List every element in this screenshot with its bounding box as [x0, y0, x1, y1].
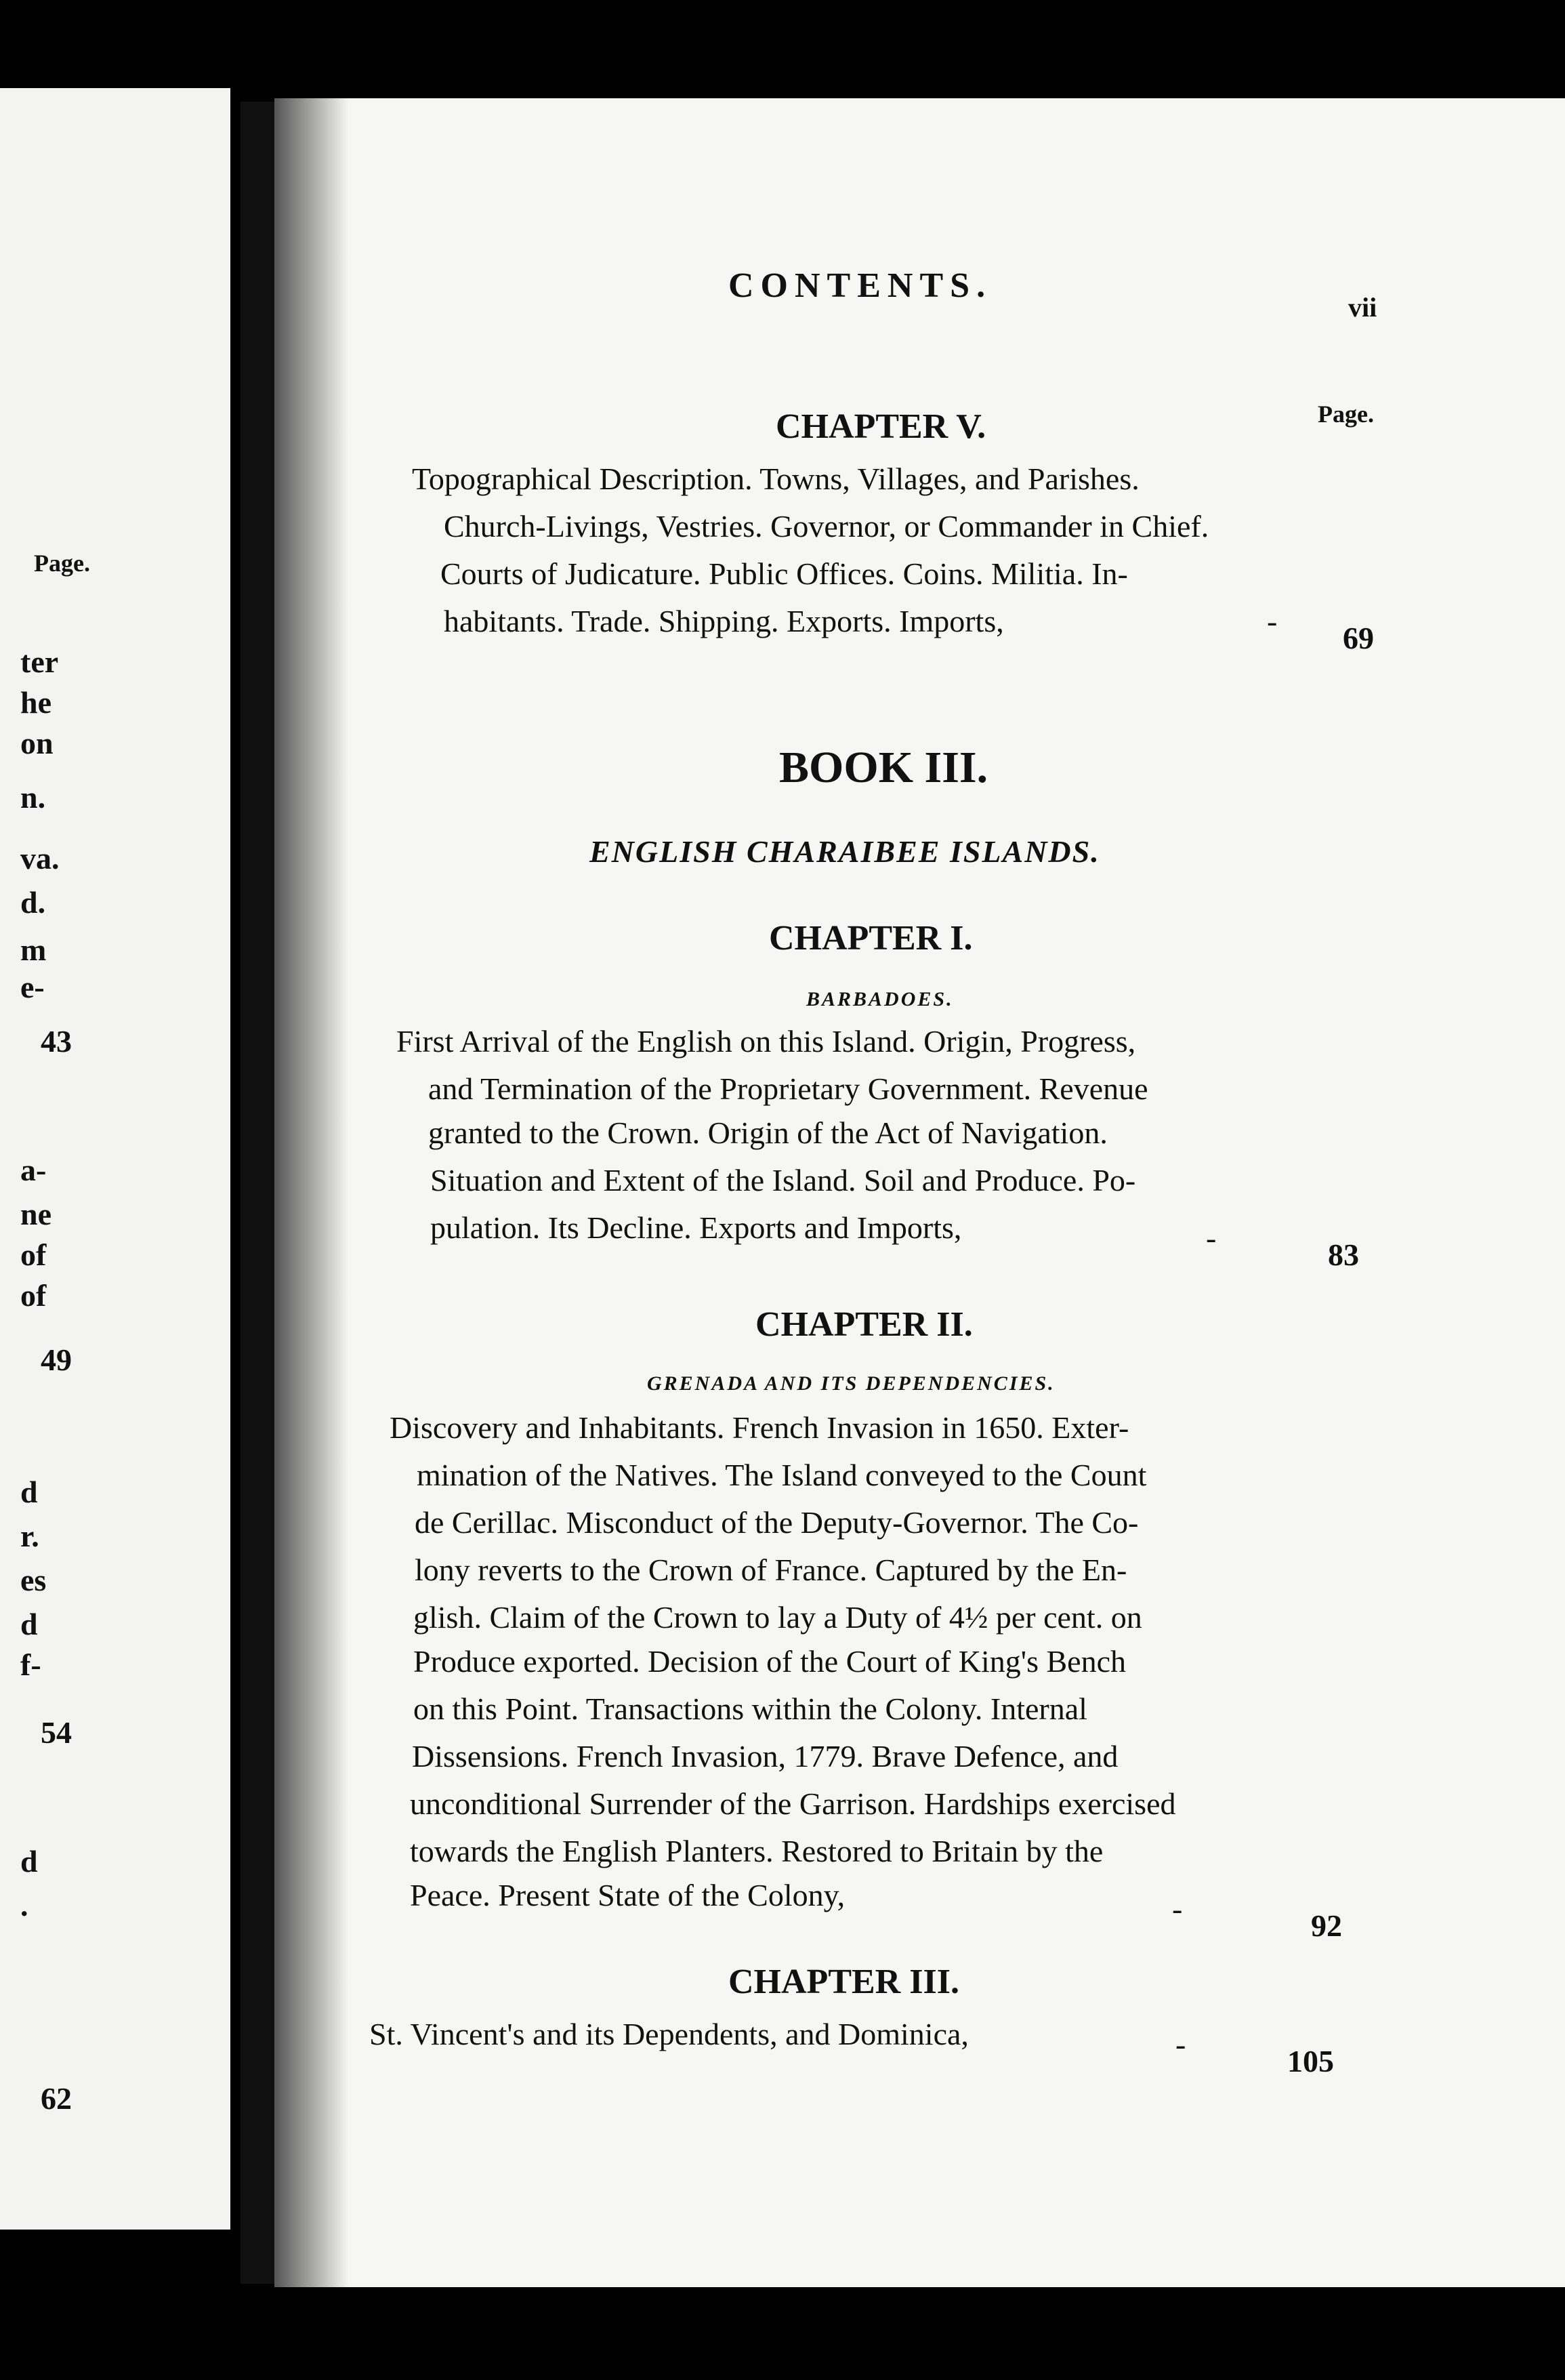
left-page-number: 43	[41, 1024, 72, 1059]
left-page-number: 62	[41, 2081, 72, 2116]
page-reference: 69	[1343, 621, 1374, 655]
left-fragment: d	[20, 1607, 38, 1641]
book-gutter	[241, 102, 278, 2284]
page-reference: 105	[1287, 2044, 1334, 2078]
book-heading: BOOK III.	[779, 743, 988, 792]
entry-line: Discovery and Inhabitants. French Invasion in 1650. Exter-	[390, 1410, 1129, 1445]
book-subtitle: ENGLISH CHARAIBEE ISLANDS.	[589, 834, 1100, 869]
chapter-subheading: BARBADOES.	[806, 988, 954, 1010]
chapter-heading: CHAPTER III.	[728, 1963, 959, 2001]
entry-line: and Termination of the Proprietary Government. Revenue	[428, 1071, 1148, 1106]
entry-line: habitants. Trade. Shipping. Exports. Imports,	[444, 604, 1004, 638]
chapter-heading: CHAPTER I.	[769, 919, 973, 958]
left-fragment: va.	[20, 841, 60, 876]
left-page-label: Page.	[34, 550, 90, 577]
entry-line: towards the English Planters. Restored to Britain by the	[410, 1834, 1104, 1868]
left-fragment: f-	[20, 1647, 41, 1682]
left-page-number: 54	[41, 1715, 72, 1750]
chapter-subheading: GRENADA AND ITS DEPENDENCIES.	[647, 1372, 1056, 1395]
page-reference: 92	[1311, 1908, 1342, 1943]
entry-line: Peace. Present State of the Colony,	[410, 1878, 846, 1912]
entry-line: Church-Livings, Vestries. Governor, or Commander in Chief.	[444, 509, 1209, 543]
left-fragment: e-	[20, 970, 45, 1004]
left-fragment: of	[20, 1237, 47, 1272]
left-fragment: .	[20, 1888, 28, 1923]
left-fragment: a-	[20, 1153, 47, 1187]
entry-line: Courts of Judicature. Public Offices. Coins. Militia. In-	[440, 556, 1128, 591]
leader-dash: -	[1175, 2027, 1186, 2061]
chapter-heading: CHAPTER II.	[755, 1305, 973, 1344]
left-fragment: on	[20, 726, 54, 760]
chapter-heading: CHAPTER V.	[776, 407, 986, 446]
entry-line: mination of the Natives. The Island conveyed to the Count	[417, 1458, 1147, 1492]
entry-line: Produce exported. Decision of the Court of King's Bench	[413, 1644, 1127, 1679]
entry-line: de Cerillac. Misconduct of the Deputy-Governor. The Co-	[415, 1505, 1139, 1540]
left-fragment: of	[20, 1278, 47, 1313]
page-title: CONTENTS.	[728, 266, 993, 305]
left-fragment: d.	[20, 885, 46, 920]
left-fragment: d	[20, 1844, 38, 1879]
entry-line: St. Vincent's and its Dependents, and Dominica,	[369, 2017, 969, 2051]
entry-line: Dissensions. French Invasion, 1779. Brave Defence, and	[412, 1739, 1119, 1773]
leader-dash: -	[1172, 1891, 1183, 1926]
left-fragment: es	[20, 1563, 47, 1597]
left-page-number: 49	[41, 1342, 72, 1377]
entry-line: Situation and Extent of the Island. Soil and Produce. Po-	[430, 1163, 1136, 1197]
left-fragment: ne	[20, 1197, 51, 1231]
folio-number: vii	[1348, 292, 1377, 323]
left-page-fragment	[0, 88, 230, 2230]
page-column-label: Page.	[1318, 401, 1374, 428]
entry-line: lony reverts to the Crown of France. Captured by the En-	[415, 1553, 1127, 1587]
entry-line: Topographical Description. Towns, Villages, and Parishes.	[412, 461, 1140, 496]
page-reference: 83	[1328, 1237, 1359, 1272]
left-fragment: m	[20, 932, 47, 967]
left-fragment: ter	[20, 644, 59, 679]
leader-dash: -	[1267, 604, 1278, 638]
entry-line: on this Point. Transactions within the Colony. Internal	[413, 1691, 1087, 1726]
entry-line: granted to the Crown. Origin of the Act of Navigation.	[428, 1115, 1108, 1150]
left-fragment: n.	[20, 780, 46, 815]
gutter-shadow	[274, 98, 349, 2287]
entry-line: First Arrival of the English on this Island. Origin, Progress,	[396, 1024, 1136, 1059]
left-fragment: r.	[20, 1519, 39, 1553]
left-fragment: he	[20, 685, 51, 720]
entry-line: unconditional Surrender of the Garrison. Hardships exercised	[410, 1786, 1176, 1821]
entry-line: glish. Claim of the Crown to lay a Duty of 4½ per cent. on	[413, 1600, 1142, 1635]
left-fragment: d	[20, 1475, 38, 1509]
leader-dash: -	[1206, 1220, 1217, 1255]
entry-line: pulation. Its Decline. Exports and Imports,	[430, 1210, 962, 1245]
